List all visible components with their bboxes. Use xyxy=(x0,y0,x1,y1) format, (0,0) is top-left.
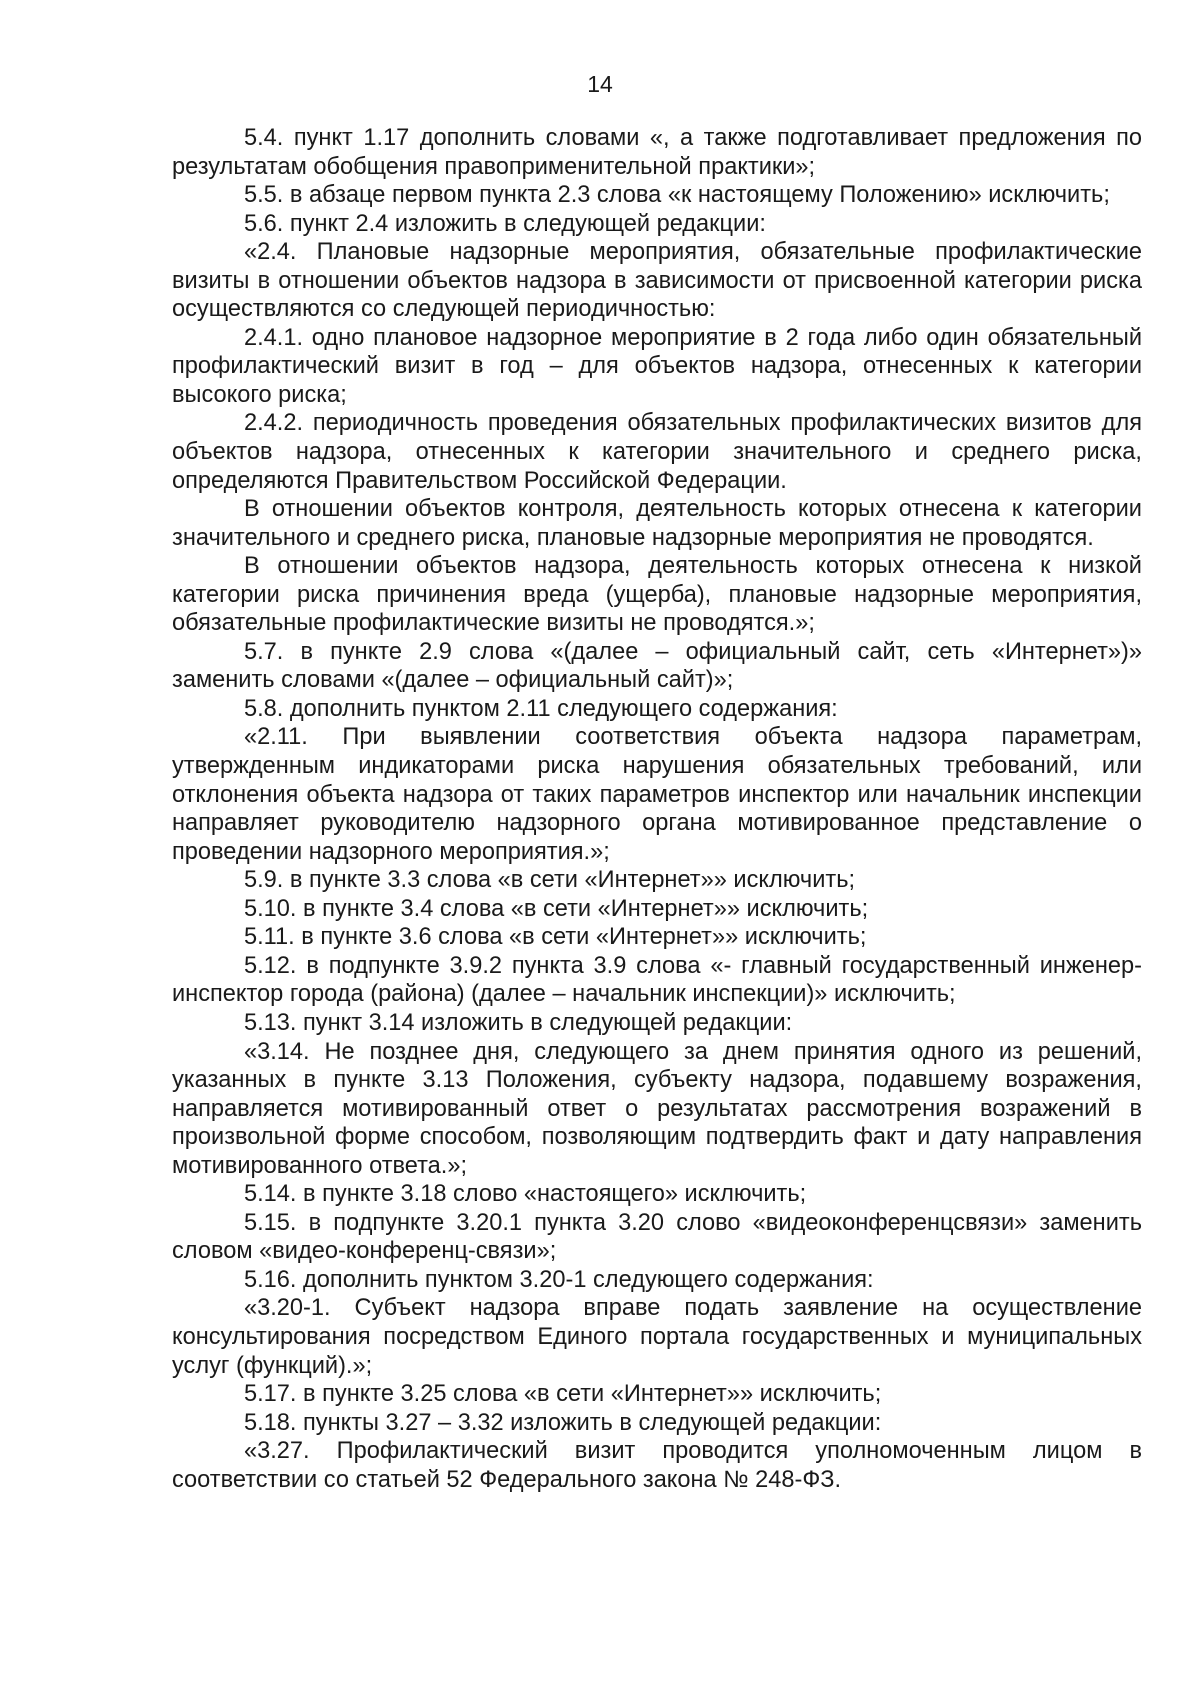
paragraph-3-27: «3.27. Профилактический визит проводится уполномоченным лицом в соответствии со статьей 52 Федерального закона № 248-ФЗ. xyxy=(172,1438,1142,1493)
paragraph-3-20-1: «3.20-1. Субъект надзора вправе подать заявление на осуществление консультирования посредством Единого портала государственных и муниципальных услуг (функций).»; xyxy=(172,1295,1142,1379)
paragraph-control-objects: В отношении объектов контроля, деятельность которых отнесена к категории значительного и среднего риска, плановые надзорные мероприятия не проводятся. xyxy=(172,496,1142,551)
document-body xyxy=(172,124,1142,1494)
paragraph-2-4-1: 2.4.1. одно плановое надзорное мероприятие в 2 года либо один обязательный профилактический визит в год – для объектов надзора, отнесенных к категории высокого риска; xyxy=(172,324,1142,408)
paragraph-5-5: 5.5. в абзаце первом пункта 2.3 слова «к настоящему Положению» исключить; xyxy=(244,182,1110,209)
paragraph-low-risk: В отношении объектов надзора, деятельность которых отнесена к низкой категории риска причинения вреда (ущерба), плановые надзорные мероприятия, обязательные профилактические визиты не проводятся.»; xyxy=(172,553,1142,637)
paragraph-5-10: 5.10. в пункте 3.4 слова «в сети «Интернет»» исключить; xyxy=(244,895,869,922)
paragraph-5-17: 5.17. в пункте 3.25 слова «в сети «Интернет»» исключить; xyxy=(244,1381,882,1408)
paragraph-5-15: 5.15. в подпункте 3.20.1 пункта 3.20 слово «видеоконференцсвязи» заменить словом «видео-конференц-связи»; xyxy=(172,1209,1142,1265)
paragraph-5-8: 5.8. дополнить пунктом 2.11 следующего содержания: xyxy=(244,695,838,722)
paragraph-5-13: 5.13. пункт 3.14 изложить в следующей редакции: xyxy=(244,1009,793,1036)
paragraph-5-12: 5.12. в подпункте 3.9.2 пункта 3.9 слова «- главный государственный инженер-инспектор города (района) (далее – начальник инспекции)» исключить; xyxy=(172,952,1142,1008)
paragraph-5-9: 5.9. в пункте 3.3 слова «в сети «Интернет»» исключить; xyxy=(244,867,856,894)
paragraph-5-14: 5.14. в пункте 3.18 слово «настоящего» исключить; xyxy=(244,1181,807,1208)
paragraph-5-4: 5.4. пункт 1.17 дополнить словами «, а также подготавливает предложения по результатам обобщения правоприменительной практики»; xyxy=(172,125,1142,180)
paragraph-2-4: «2.4. Плановые надзорные мероприятия, обязательные профилактические визиты в отношении объектов надзора в зависимости от присвоенной категории риска осуществляются со следующей периодичностью: xyxy=(172,239,1142,323)
paragraph-5-6: 5.6. пункт 2.4 изложить в следующей редакции: xyxy=(244,210,766,237)
page-number: 14 xyxy=(587,71,613,97)
paragraph-5-11: 5.11. в пункте 3.6 слова «в сети «Интернет»» исключить; xyxy=(244,924,867,951)
paragraph-2-4-2: 2.4.2. периодичность проведения обязательных профилактических визитов для объектов надзора, отнесенных к категории значительного и среднего риска, определяются Правительством Российской Федерации. xyxy=(172,410,1142,494)
paragraph-5-16: 5.16. дополнить пунктом 3.20-1 следующего содержания: xyxy=(244,1266,874,1293)
paragraph-3-14: «3.14. Не позднее дня, следующего за днем принятия одного из решений, указанных в пункте 3.13 Положения, субъекту надзора, подавшему возражения, направляется мотивированный ответ о результатах рассмотрения возражений в произвольной форме способом, позволяющим подтвердить факт и дату направления мотивированного ответа.»; xyxy=(172,1038,1142,1179)
paragraph-2-11: «2.11. При выявлении соответствия объекта надзора параметрам, утвержденным индикаторами риска нарушения обязательных требований, или отклонения объекта надзора от таких параметров инспектор или начальник инспекции направляет руководителю надзорного органа мотивированное представление о проведении надзорного мероприятия.»; xyxy=(172,724,1142,865)
paragraph-5-18: 5.18. пункты 3.27 – 3.32 изложить в следующей редакции: xyxy=(244,1409,882,1436)
paragraph-5-7: 5.7. в пункте 2.9 слова «(далее – официальный сайт, сеть «Интернет»)» заменить словами «(далее – официальный сайт)»; xyxy=(172,638,1142,694)
